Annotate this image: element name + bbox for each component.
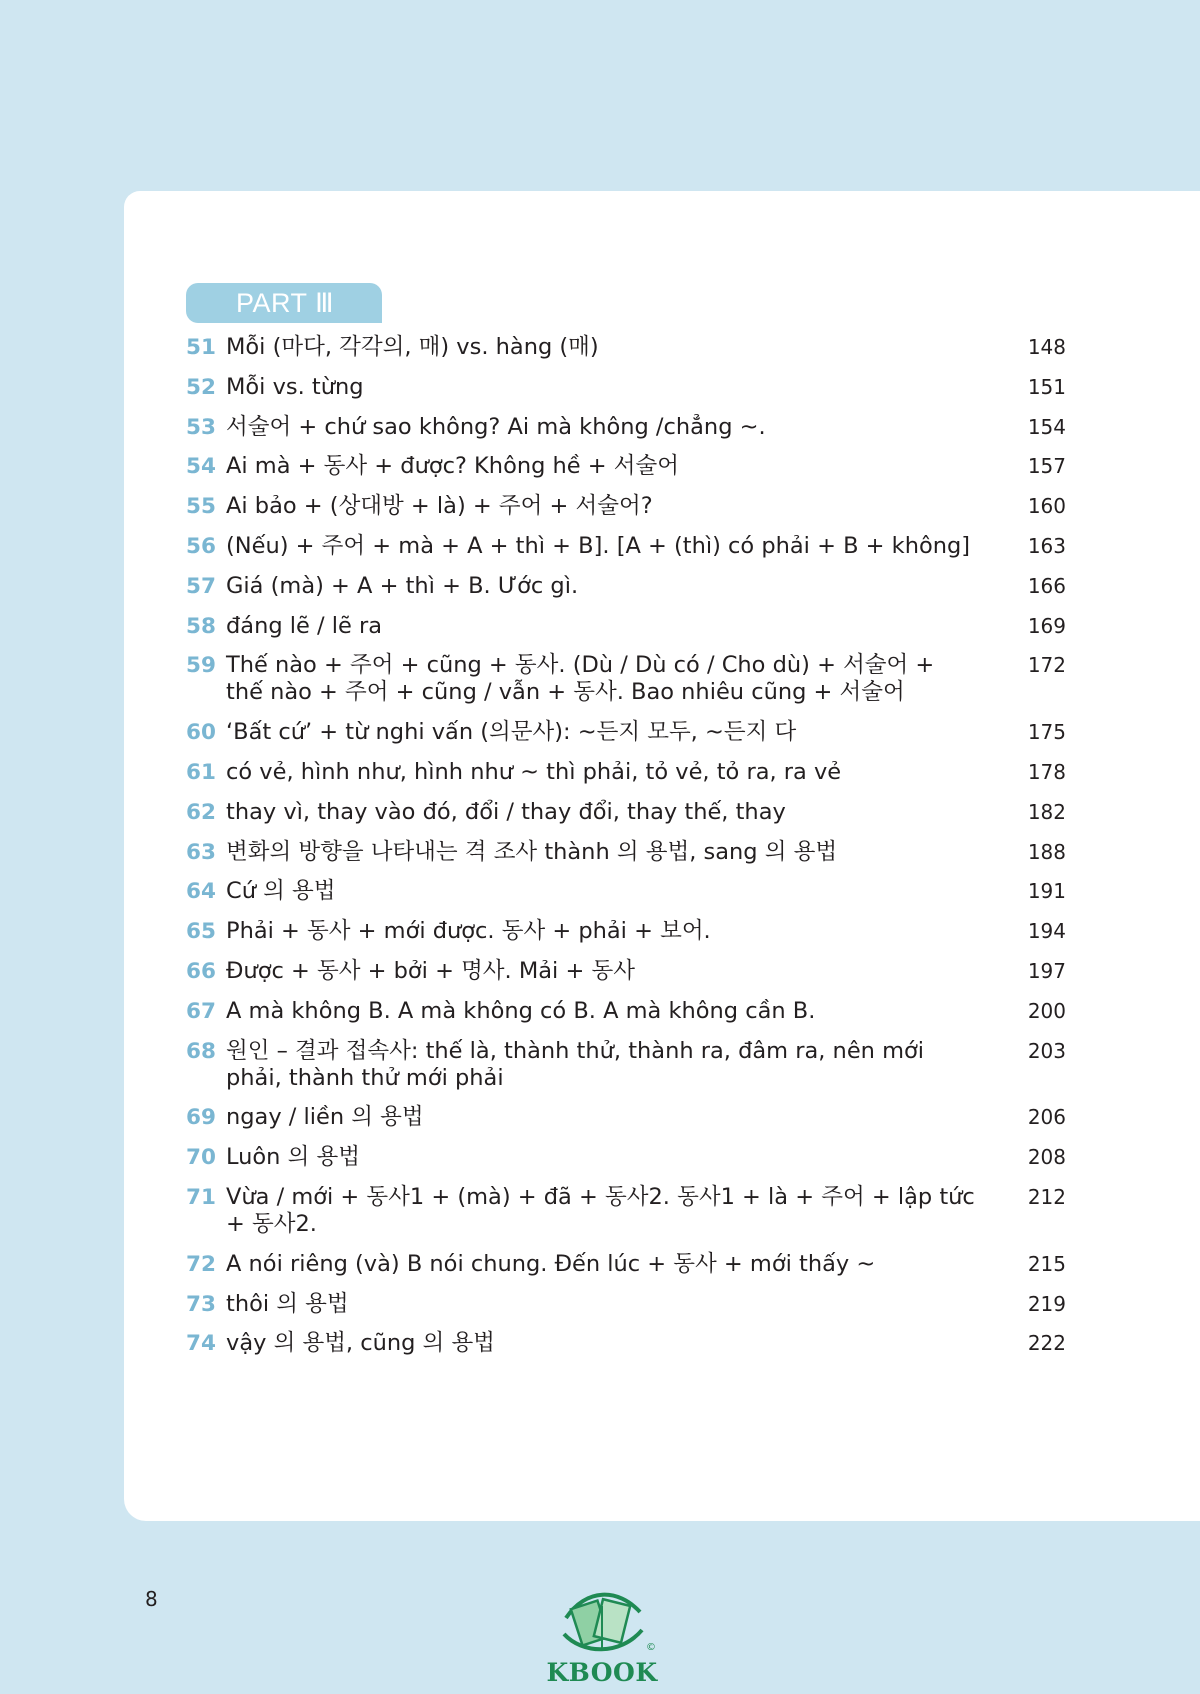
entry-number: 64 [186, 879, 216, 905]
toc-entry[interactable] [186, 958, 1066, 985]
entry-number: 62 [186, 799, 216, 825]
entry-number: 65 [186, 919, 216, 945]
toc-entry[interactable] [186, 1184, 1066, 1238]
entry-title: Ai bảo + (상대방 + là) + 주어 + 서술어? [226, 493, 653, 520]
entry-number: 58 [186, 613, 216, 639]
entry-number: 59 [186, 653, 216, 679]
entry-page-number: 166 [1027, 573, 1066, 598]
entry-number: 51 [186, 335, 216, 360]
toc-entry[interactable] [186, 652, 1066, 706]
entry-page-number: 219 [1027, 1291, 1066, 1316]
entry-title: Cứ 의 용법 [226, 878, 336, 905]
entry-number: 61 [186, 759, 216, 785]
toc-entry[interactable] [186, 374, 1066, 401]
part-heading-tab: PART Ⅲ [186, 283, 382, 323]
copyright-mark: © [646, 1642, 656, 1653]
entry-title: vậy 의 용법, cũng 의 용법 [226, 1330, 495, 1357]
entry-page-number: 169 [1027, 613, 1066, 638]
page-number: 8 [145, 1587, 158, 1611]
entry-page-number: 208 [1027, 1145, 1066, 1170]
entry-title: ngay / liền 의 용법 [226, 1104, 424, 1131]
toc-entry[interactable] [186, 918, 1066, 945]
entry-page-number: 222 [1027, 1331, 1066, 1356]
toc-entry[interactable] [186, 613, 1066, 640]
toc-entry[interactable] [186, 493, 1066, 520]
entry-number: 66 [186, 958, 216, 984]
entry-title: Giá (mà) + A + thì + B. Ước gì. [226, 572, 579, 599]
toc-entry[interactable] [186, 839, 1066, 866]
toc-entry[interactable] [186, 759, 1066, 786]
entry-title: đáng lẽ / lẽ ra [226, 612, 383, 639]
book-logo-icon [556, 1578, 648, 1660]
entry-title: ‘Bất cứ’ + từ nghi vấn (의문사): ~든지 모두, ~든지 다 [226, 719, 797, 746]
entry-page-number: 206 [1027, 1105, 1066, 1130]
entry-page-number: 194 [1027, 919, 1066, 944]
entry-title: Luôn 의 용법 [226, 1144, 360, 1171]
entry-page-number: 175 [1027, 720, 1066, 745]
entry-title: Phải + 동사 + mới được. 동사 + phải + 보어. [226, 918, 711, 945]
entry-page-number: 212 [1027, 1184, 1066, 1209]
entry-title: Ai mà + 동사 + được? Không hề + 서술어 [226, 453, 679, 480]
entry-number: 71 [186, 1184, 216, 1210]
entry-page-number: 178 [1027, 759, 1066, 784]
entry-title: Thế nào + 주어 + cũng + 동사. (Dù / Dù có / Cho dù) + 서술어 + thế nào + 주어 + cũng / vẫn + 동사. Bao nhiêu cũng + 서술어 [226, 652, 935, 706]
entry-page-number: 148 [1027, 335, 1066, 359]
entry-title: (Nếu) + 주어 + mà + A + thì + B]. [A + (thì) có phải + B + không] [226, 532, 971, 559]
entry-number: 70 [186, 1145, 216, 1171]
entry-page-number: 215 [1027, 1251, 1066, 1276]
entry-number: 56 [186, 533, 216, 559]
entry-title: A mà không B. A mà không có B. A mà không cần B. [226, 997, 816, 1024]
entry-page-number: 151 [1027, 374, 1066, 399]
entry-number: 72 [186, 1251, 216, 1277]
entry-page-number: 200 [1027, 998, 1066, 1023]
entry-number: 52 [186, 374, 216, 400]
entry-title: có vẻ, hình như, hình như ~ thì phải, tỏ vẻ, tỏ ra, ra vẻ [226, 758, 842, 785]
entry-number: 55 [186, 494, 216, 520]
toc-entry[interactable] [186, 573, 1066, 600]
entry-page-number: 182 [1027, 799, 1066, 824]
entry-page-number: 160 [1027, 494, 1066, 519]
entry-number: 57 [186, 573, 216, 599]
toc-entry[interactable] [186, 799, 1066, 826]
entry-number: 68 [186, 1038, 216, 1064]
entry-number: 53 [186, 414, 216, 440]
toc-entry[interactable] [186, 1038, 1066, 1092]
entry-title: Được + 동사 + bởi + 명사. Mải + 동사 [226, 957, 635, 984]
entry-page-number: 154 [1027, 414, 1066, 439]
toc-entry[interactable] [186, 878, 1066, 905]
entry-title: Vừa / mới + 동사1 + (mà) + đã + 동사2. 동사1 + là + 주어 + lập tức + 동사2. [226, 1183, 975, 1237]
entry-page-number: 203 [1027, 1038, 1066, 1063]
entry-title: 서술어 + chứ sao không? Ai mà không /chẳng ~. [226, 413, 766, 440]
toc-entry[interactable] [186, 1104, 1066, 1131]
toc-entry[interactable] [186, 414, 1066, 441]
table-of-contents [186, 334, 1066, 1370]
toc-entry[interactable] [186, 1330, 1066, 1357]
kbook-logo [542, 1578, 662, 1690]
entry-page-number: 163 [1027, 533, 1066, 558]
entry-number: 74 [186, 1331, 216, 1357]
entry-title: Mỗi vs. từng [226, 373, 364, 400]
entry-number: 69 [186, 1105, 216, 1131]
logo-text: KBOOK [546, 1658, 658, 1687]
toc-entry[interactable] [186, 453, 1066, 480]
entry-number: 54 [186, 454, 216, 480]
entry-page-number: 197 [1027, 958, 1066, 983]
entry-page-number: 188 [1027, 839, 1066, 864]
toc-entry[interactable] [186, 533, 1066, 560]
entry-number: 60 [186, 720, 216, 746]
entry-title: Mỗi (마다, 각각의, 매) vs. hàng (매) [226, 334, 599, 360]
entry-page-number: 172 [1027, 653, 1066, 678]
entry-title: thay vì, thay vào đó, đổi / thay đổi, thay thế, thay [226, 798, 786, 825]
entry-number: 73 [186, 1291, 216, 1317]
entry-number: 67 [186, 998, 216, 1024]
entry-title: A nói riêng (và) B nói chung. Đến lúc + 동사 + mới thấy ~ [226, 1250, 876, 1277]
entry-page-number: 157 [1027, 454, 1066, 479]
entry-number: 63 [186, 839, 216, 865]
toc-entry[interactable] [186, 1291, 1066, 1318]
toc-entry[interactable] [186, 998, 1066, 1025]
entry-title: 원인 – 결과 접속사: thế là, thành thử, thành ra, đâm ra, nên mới phải, thành thử mới phải [226, 1037, 925, 1091]
toc-entry[interactable] [186, 1251, 1066, 1278]
toc-entry[interactable] [186, 334, 1066, 361]
entry-title: 변화의 방향을 나타내는 격 조사 thành 의 용법, sang 의 용법 [226, 838, 838, 865]
entry-page-number: 191 [1027, 879, 1066, 904]
entry-title: thôi 의 용법 [226, 1290, 349, 1317]
toc-entry[interactable] [186, 719, 1066, 746]
toc-entry[interactable] [186, 1144, 1066, 1171]
